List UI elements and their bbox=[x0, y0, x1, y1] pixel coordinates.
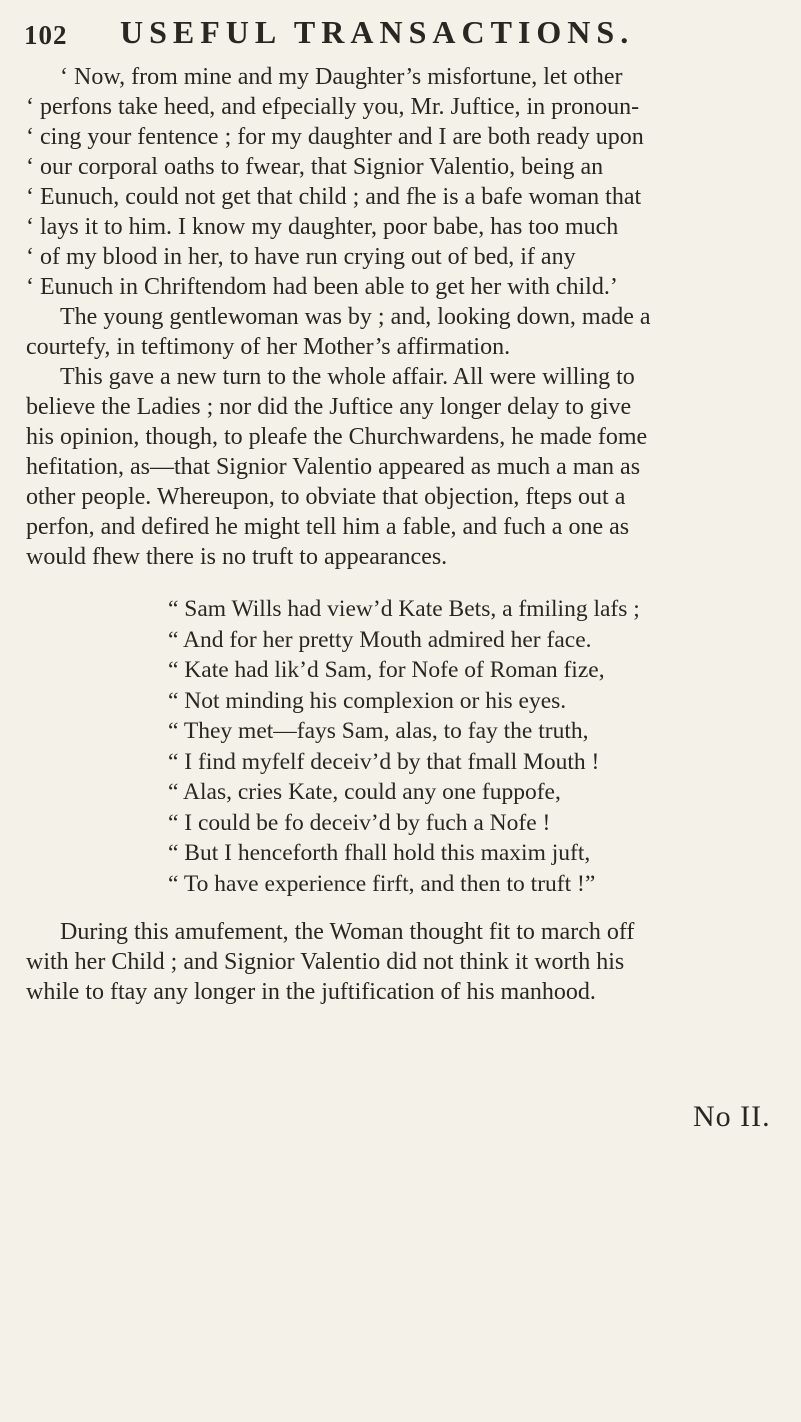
verse-line: “ Not minding his complexion or his eyes. bbox=[168, 687, 567, 714]
text-line: ‘ Eunuch, could not get that child ; and fhe is a bafe woman that bbox=[26, 184, 642, 210]
text-line: ‘ Now, from mine and my Daughter’s misfortune, let other bbox=[60, 64, 623, 90]
paragraph-quotation bbox=[26, 62, 778, 302]
verse-line: “ And for her pretty Mouth admired her face. bbox=[168, 626, 592, 653]
text-line: would fhew there is no truft to appearances. bbox=[26, 544, 448, 570]
text-line: his opinion, though, to pleafe the Churchwardens, he made fome bbox=[26, 424, 648, 450]
text-line: hefitation, as—that Signior Valentio appeared as much a man as bbox=[26, 454, 641, 480]
text-line: ‘ perfons take heed, and efpecially you, Mr. Juftice, in pronoun- bbox=[26, 94, 640, 120]
text-line: believe the Ladies ; nor did the Juftice any longer delay to give bbox=[26, 394, 632, 420]
body-text bbox=[26, 62, 778, 1007]
text-line: ‘ cing your fentence ; for my daughter and I are both ready upon bbox=[26, 124, 644, 150]
verse-line: “ Kate had lik’d Sam, for Nofe of Roman fize, bbox=[168, 657, 605, 683]
running-title: USEFUL TRANSACTIONS. bbox=[120, 14, 635, 50]
verse-line: “ Alas, cries Kate, could any one fuppofe, bbox=[168, 779, 561, 805]
page-header bbox=[0, 12, 801, 56]
text-line: During this amufement, the Woman thought fit to march off bbox=[60, 919, 635, 945]
text-line: courtefy, in teftimony of her Mother’s affirmation. bbox=[26, 334, 511, 360]
text-line: ‘ lays it to him. I know my daughter, poor babe, has too much bbox=[26, 214, 619, 240]
paragraph-amusement bbox=[26, 917, 778, 1007]
verse-line: “ To have experience firft, and then to truft !” bbox=[168, 870, 596, 897]
text-line: ‘ of my blood in her, to have run crying out of bed, if any bbox=[26, 244, 576, 270]
text-line: with her Child ; and Signior Valentio did not think it worth his bbox=[26, 949, 625, 975]
text-line: ‘ Eunuch in Chriftendom had been able to get her with child.’ bbox=[26, 274, 618, 300]
verse-fable bbox=[26, 594, 778, 899]
text-line: The young gentlewoman was by ; and, looking down, made a bbox=[60, 304, 651, 330]
text-line: perfon, and defired he might tell him a fable, and fuch a one as bbox=[26, 514, 630, 540]
verse-line: “ I could be fo deceiv’d by fuch a Nofe ! bbox=[168, 809, 551, 836]
text-line: other people. Whereupon, to obviate that objection, fteps out a bbox=[26, 484, 626, 510]
verse-line: “ They met—fays Sam, alas, to fay the truth, bbox=[168, 718, 589, 744]
verse-line: “ But I henceforth fhall hold this maxim juft, bbox=[168, 840, 591, 866]
text-line: while to ftay any longer in the juftification of his manhood. bbox=[26, 979, 596, 1005]
text-line: ‘ our corporal oaths to fwear, that Signior Valentio, being an bbox=[26, 154, 604, 180]
signature-mark: No II. bbox=[693, 1100, 771, 1133]
text-line: This gave a new turn to the whole affair. All were willing to bbox=[60, 364, 635, 390]
paragraph-new-turn bbox=[26, 362, 778, 572]
verse-line: “ I find myfelf deceiv’d by that fmall Mouth ! bbox=[168, 748, 600, 775]
verse-line: “ Sam Wills had view’d Kate Bets, a fmiling lafs ; bbox=[168, 596, 640, 622]
page-number: 102 bbox=[24, 20, 68, 50]
paragraph-gentlewoman bbox=[26, 302, 778, 362]
